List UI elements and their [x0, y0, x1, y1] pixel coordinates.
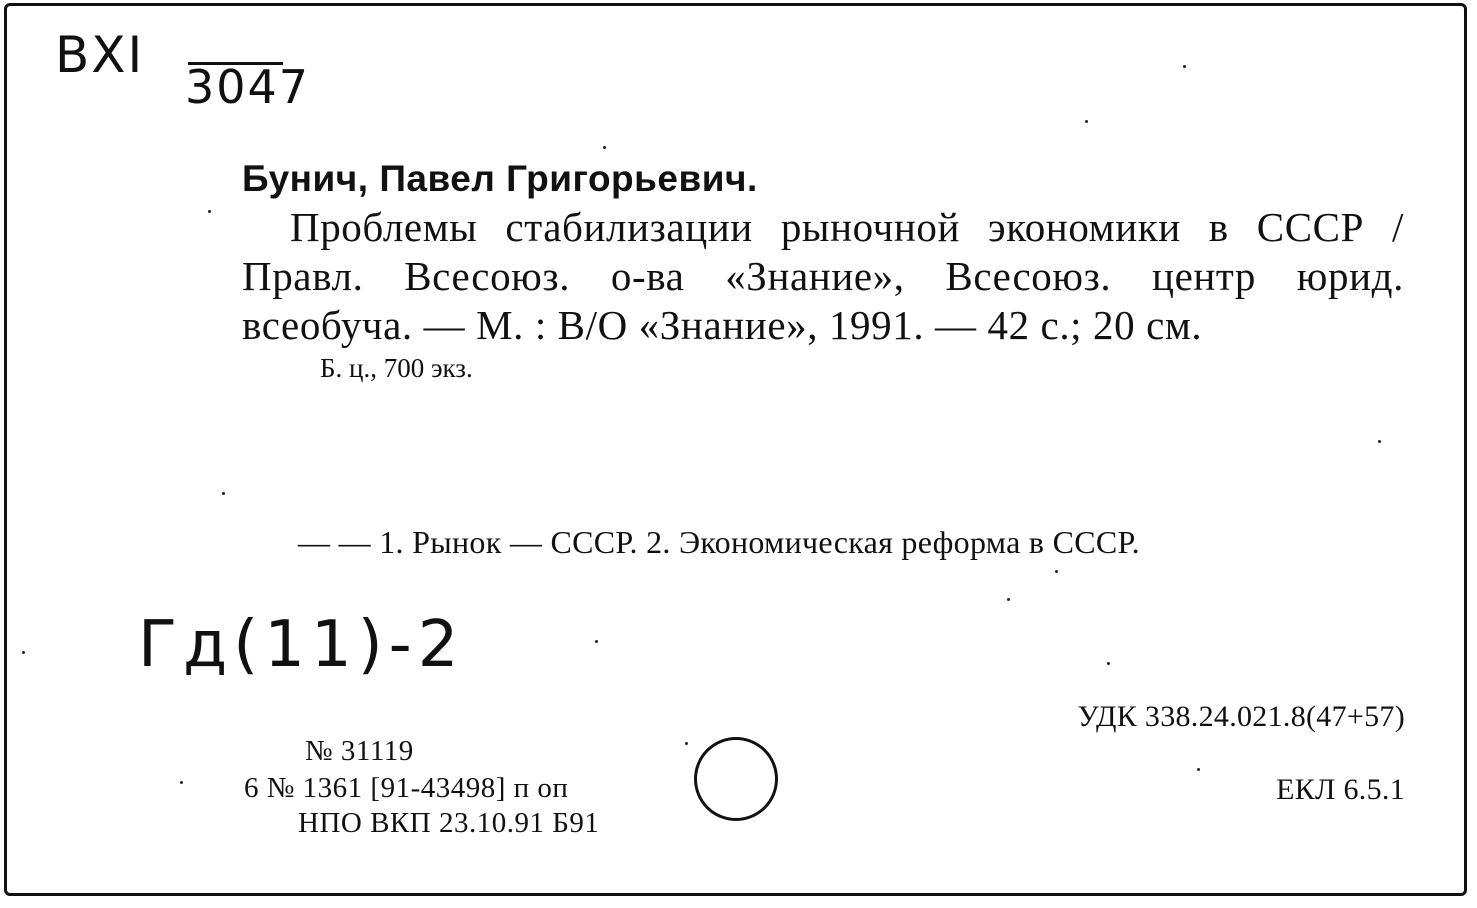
scan-speck	[1197, 768, 1200, 771]
scan-speck	[180, 781, 183, 784]
scan-speck	[1378, 440, 1381, 443]
price-and-print-run: Б. ц., 700 экз.	[320, 353, 473, 383]
ekl-code: ЕКЛ 6.5.1	[1276, 773, 1405, 806]
scan-speck	[1007, 598, 1010, 601]
scan-speck	[1085, 120, 1088, 123]
card-number: № 31119	[305, 735, 414, 767]
bibliographic-description: Проблемы стабилизации рыночной экономики в СССР / Правл. Всесоюз. о-ва «Знание», Всесоюз. центр юрид. всеобуча. — М. : В/О «Знание», 1991. — 42 с.; 20 см.	[242, 204, 1404, 348]
scan-speck	[208, 210, 211, 213]
scan-speck	[1107, 662, 1110, 665]
printer-info: НПО ВКП 23.10.91 Б91	[298, 807, 600, 839]
subject-headings: — — 1. Рынок — СССР. 2. Экономическая реформа в СССР.	[298, 524, 1140, 560]
classification-mark: Гд(11)-2	[138, 608, 465, 682]
scan-speck	[603, 146, 606, 149]
scan-speck	[1055, 570, 1058, 573]
udk-code: УДК 338.24.021.8(47+57)	[1077, 700, 1405, 733]
order-info: 6 № 1361 [91-43498] п оп	[244, 772, 569, 804]
scan-speck	[1183, 65, 1186, 68]
scan-speck	[685, 742, 688, 745]
stamp-circle	[694, 737, 778, 821]
author-heading: Бунич, Павел Григорьевич.	[242, 158, 758, 199]
scan-speck	[595, 640, 598, 643]
shelf-mark-prefix: ВХI	[55, 26, 145, 84]
shelf-mark-number: 3047	[185, 60, 311, 114]
scan-speck	[22, 651, 25, 654]
scan-speck	[222, 492, 225, 495]
